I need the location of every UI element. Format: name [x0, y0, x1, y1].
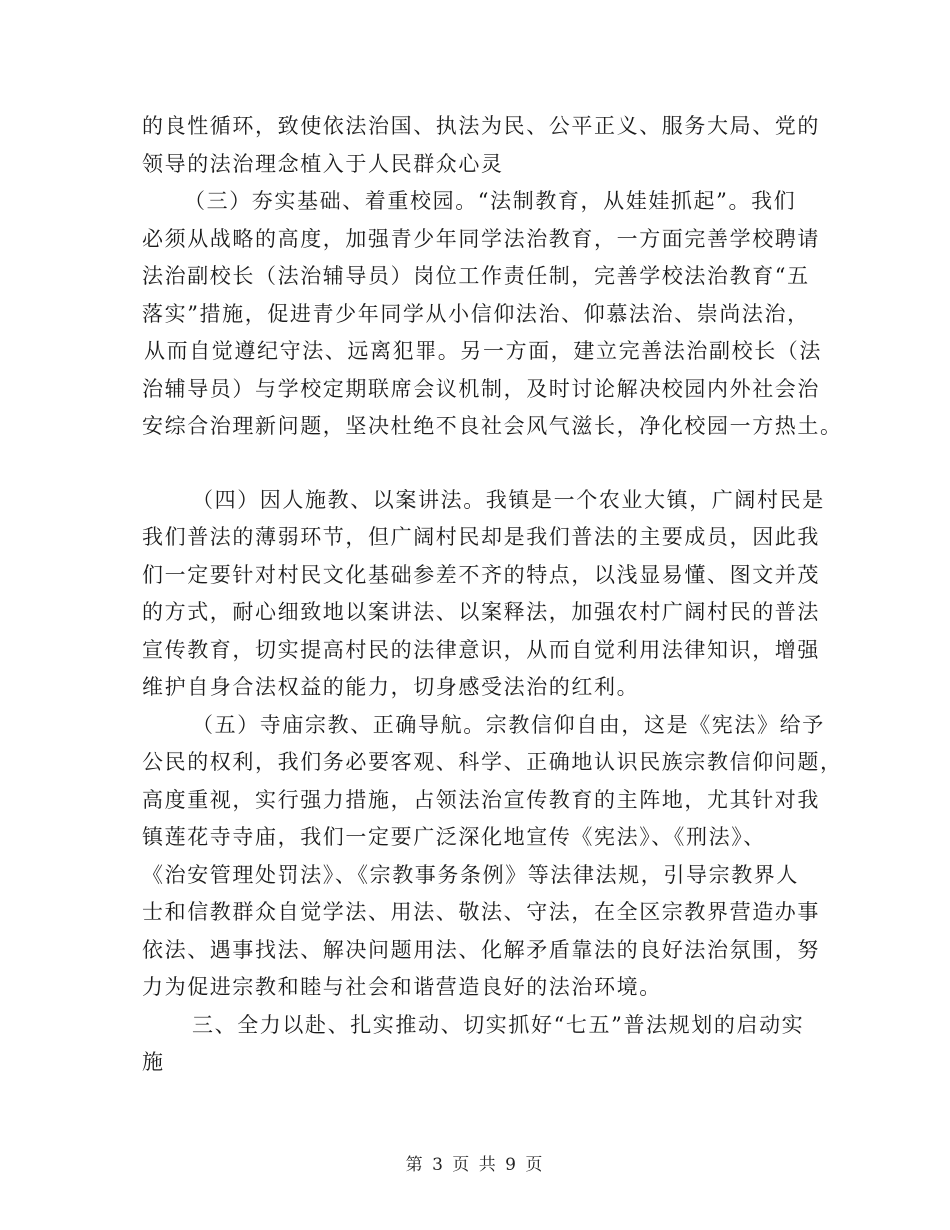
text-line: 依法、遇事找法、解决问题用法、化解矛盾靠法的良好法治氛围，努: [142, 937, 820, 962]
text-line: 治辅导员）与学校定期联席会议机制，及时讨论解决校园内外社会治: [142, 376, 820, 401]
text-line: 公民的权利，我们务必要客观、科学、正确地认识民族宗教信仰问题，: [142, 750, 843, 774]
text-line: 力为促进宗教和睦与社会和谐营造良好的法治环境。: [142, 975, 662, 999]
text-line: 安综合治理新问题，坚决杜绝不良社会风气滋长，净化校园一方热土。: [142, 414, 843, 438]
paragraph-section-5: [142, 707, 843, 1007]
section-heading-3: [142, 1007, 812, 1082]
text-line: 维护自身合法权益的能力，切身感受法治的红利。: [142, 675, 640, 699]
heading-line: 三、全力以赴、扎实推动、切实抓好“七五”普法规划的启动实: [192, 1012, 805, 1037]
text-line: （五）寺庙宗教、正确导航。宗教信仰自由，这是《宪法》给予: [192, 712, 825, 737]
text-line: 士和信教群众自觉学法、用法、敬法、守法，在全区宗教界营造办事: [142, 900, 820, 924]
text-line: 法治副校长（法治辅导员）岗位工作责任制，完善学校法治教育“五: [142, 264, 810, 288]
text-line: 们一定要针对村民文化基础参差不齐的特点，以浅显易懂、图文并茂: [142, 562, 820, 587]
heading-line: 施: [142, 1050, 165, 1074]
text-line: 必须从战略的高度，加强青少年同学法治教育，一方面完善学校聘请: [142, 226, 820, 251]
paragraph-section-3: [142, 183, 843, 446]
page-footer: 第 3 页 共 9 页: [405, 1155, 545, 1175]
text-line: 镇莲花寺寺庙，我们一定要广泛深化地宣传《宪法》、《刑法》、: [142, 825, 766, 849]
text-line: 的良性循环，致使依法治国、执法为民、公平正义、服务大局、党的: [142, 114, 820, 138]
document-page: [142, 108, 843, 1082]
text-line: 落实”措施，促进青少年同学从小信仰法治、仰慕法治、崇尚法治，: [142, 301, 810, 326]
text-line: 《治安管理处罚法》、《宗教事务条例》等法律法规，引导宗教界人: [142, 862, 799, 887]
text-line: 高度重视，实行强力措施，占领法治宣传教育的主阵地，尤其针对我: [142, 787, 820, 812]
paragraph-section-4: [142, 482, 825, 707]
text-line: 从而自觉遵纪守法、远离犯罪。另一方面，建立完善法治副校长（法: [144, 339, 822, 363]
text-line: （四）因人施教、以案讲法。我镇是一个农业大镇，广阔村民是: [192, 487, 825, 512]
text-line: 我们普法的薄弱环节，但广阔村民却是我们普法的主要成员，因此我: [142, 525, 820, 549]
paragraph-continuation: [142, 108, 820, 183]
text-line: （三）夯实基础、着重校园。“法制教育，从娃娃抓起”。我们: [184, 189, 797, 213]
text-line: 宣传教育，切实提高村民的法律意识，从而自觉利用法律知识，增强: [142, 637, 820, 662]
text-line: 的方式，耐心细致地以案讲法、以案释法，加强农村广阔村民的普法: [142, 600, 820, 624]
text-line: 领导的法治理念植入于人民群众心灵: [142, 151, 504, 176]
